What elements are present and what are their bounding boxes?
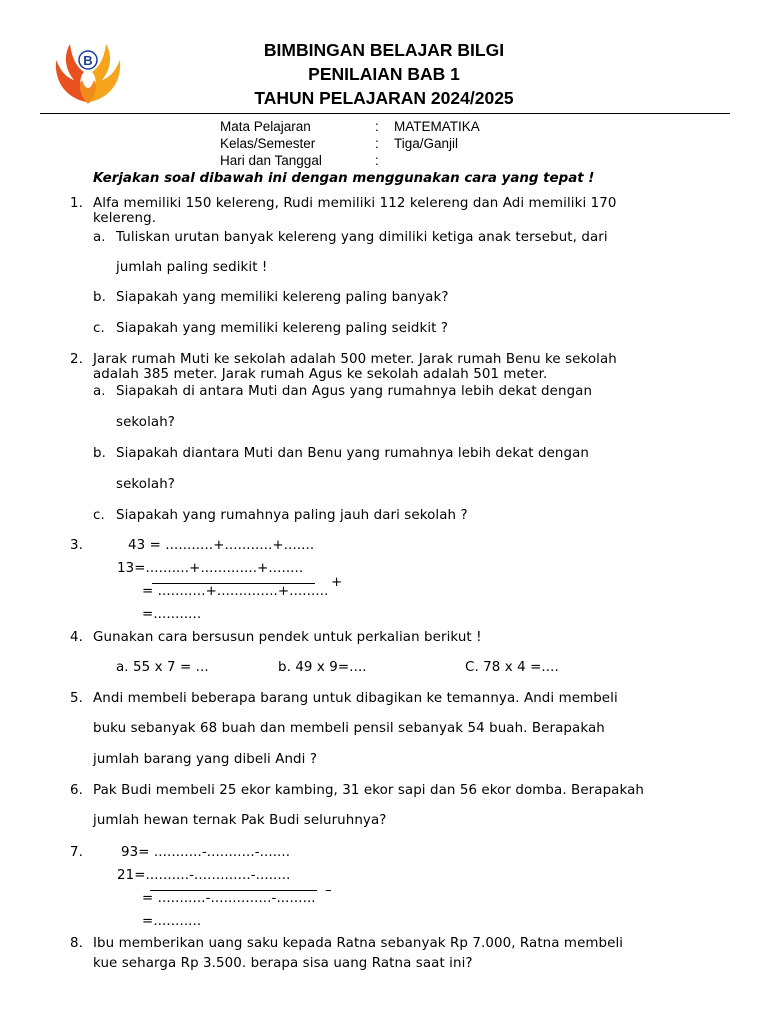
question-text: Andi membeli beberapa barang untuk dibagikan ke temannya. Andi membeli bbox=[93, 691, 618, 706]
question-text: kelereng. bbox=[93, 211, 157, 226]
header-year: TAHUN PELAJARAN 2024/2025 bbox=[254, 88, 514, 108]
question-number: 7. bbox=[70, 845, 83, 860]
sub-question: sekolah? bbox=[116, 477, 176, 492]
question-number: 3. bbox=[70, 538, 83, 553]
question-text: Jarak rumah Muti ke sekolah adalah 500 meter. Jarak rumah Benu ke sekolah bbox=[93, 352, 617, 367]
logo-letter: B bbox=[83, 53, 93, 68]
sub-question: Siapakah yang rumahnya paling jauh dari sekolah ? bbox=[116, 508, 468, 523]
question-number: 2. bbox=[70, 352, 83, 367]
sub-question: Tuliskan urutan banyak kelereng yang dimiliki ketiga anak tersebut, dari bbox=[116, 230, 608, 245]
question-text: buku sebanyak 68 buah dan membeli pensil sebanyak 54 buah. Berapakah bbox=[93, 721, 605, 736]
operator-sign: + bbox=[331, 575, 343, 590]
operator-sign: – bbox=[325, 883, 332, 898]
equation-row: =........... bbox=[142, 914, 202, 929]
sub-label: c. bbox=[93, 321, 105, 336]
sub-question: sekolah? bbox=[116, 415, 176, 430]
sub-label: b. bbox=[93, 290, 106, 305]
sub-question: C. 78 x 4 =.... bbox=[465, 660, 559, 675]
info-label: Kelas/Semester bbox=[220, 136, 316, 151]
question-number: 5. bbox=[70, 691, 83, 706]
sub-label: c. bbox=[93, 508, 105, 523]
sub-question: b. 49 x 9=.... bbox=[278, 660, 367, 675]
equation-row: = ...........-..............-......... bbox=[142, 891, 316, 906]
header-divider bbox=[40, 113, 730, 114]
equation-row: 43 = ...........+...........+....... bbox=[128, 538, 315, 553]
question-number: 8. bbox=[70, 936, 83, 951]
header-title: BIMBINGAN BELAJAR BILGI bbox=[263, 40, 505, 60]
question-number: 1. bbox=[70, 196, 83, 211]
sub-question: jumlah paling sedikit ! bbox=[116, 260, 268, 275]
info-sep: : bbox=[375, 119, 379, 134]
instruction: Kerjakan soal dibawah ini dengan menggunakan cara yang tepat ! bbox=[93, 171, 595, 186]
sub-question: Siapakah yang memiliki kelereng paling seidkit ? bbox=[116, 321, 449, 336]
sub-label: a. bbox=[93, 384, 106, 399]
question-text: Alfa memiliki 150 kelereng, Rudi memiliki 112 kelereng dan Adi memiliki 170 bbox=[93, 196, 617, 211]
equation-row: = ...........+..............+......... bbox=[142, 584, 329, 599]
equation-row: =........... bbox=[142, 607, 202, 622]
equation-row: 21=..........-.............-........ bbox=[117, 868, 291, 883]
equation-row: 13=..........+.............+........ bbox=[117, 561, 304, 576]
info-value: Tiga/Ganjil bbox=[394, 136, 459, 151]
question-text: Ibu memberikan uang saku kepada Ratna sebanyak Rp 7.000, Ratna membeli bbox=[93, 936, 624, 951]
question-text: Gunakan cara bersusun pendek untuk perkalian berikut ! bbox=[93, 630, 482, 645]
question-text: Pak Budi membeli 25 ekor kambing, 31 ekor sapi dan 56 ekor domba. Berapakah bbox=[93, 783, 645, 798]
question-text: jumlah barang yang dibeli Andi ? bbox=[93, 752, 318, 767]
sub-label: a. bbox=[93, 230, 106, 245]
sub-question: Siapakah yang memiliki kelereng paling banyak? bbox=[116, 290, 449, 305]
header-subtitle: PENILAIAN BAB 1 bbox=[308, 64, 460, 84]
question-text: jumlah hewan ternak Pak Budi seluruhnya? bbox=[93, 813, 387, 828]
info-sep: : bbox=[375, 153, 379, 168]
question-number: 6. bbox=[70, 783, 83, 798]
question-text: adalah 385 meter. Jarak rumah Agus ke sekolah adalah 501 meter. bbox=[93, 367, 548, 382]
sub-question: a. 55 x 7 = ... bbox=[116, 660, 209, 675]
info-label: Mata Pelajaran bbox=[220, 119, 311, 134]
info-label: Hari dan Tanggal bbox=[220, 153, 322, 168]
question-number: 4. bbox=[70, 630, 83, 645]
sub-question: Siapakah di antara Muti dan Agus yang rumahnya lebih dekat dengan bbox=[116, 384, 593, 399]
question-text: kue seharga Rp 3.500. berapa sisa uang Ratna saat ini? bbox=[93, 956, 473, 971]
info-sep: : bbox=[375, 136, 379, 151]
bilgi-logo bbox=[48, 38, 128, 106]
sub-label: b. bbox=[93, 446, 106, 461]
sub-question: Siapakah diantara Muti dan Benu yang rumahnya lebih dekat dengan bbox=[116, 446, 589, 461]
info-value: MATEMATIKA bbox=[394, 119, 480, 134]
equation-row: 93= ...........-...........-....... bbox=[121, 845, 291, 860]
